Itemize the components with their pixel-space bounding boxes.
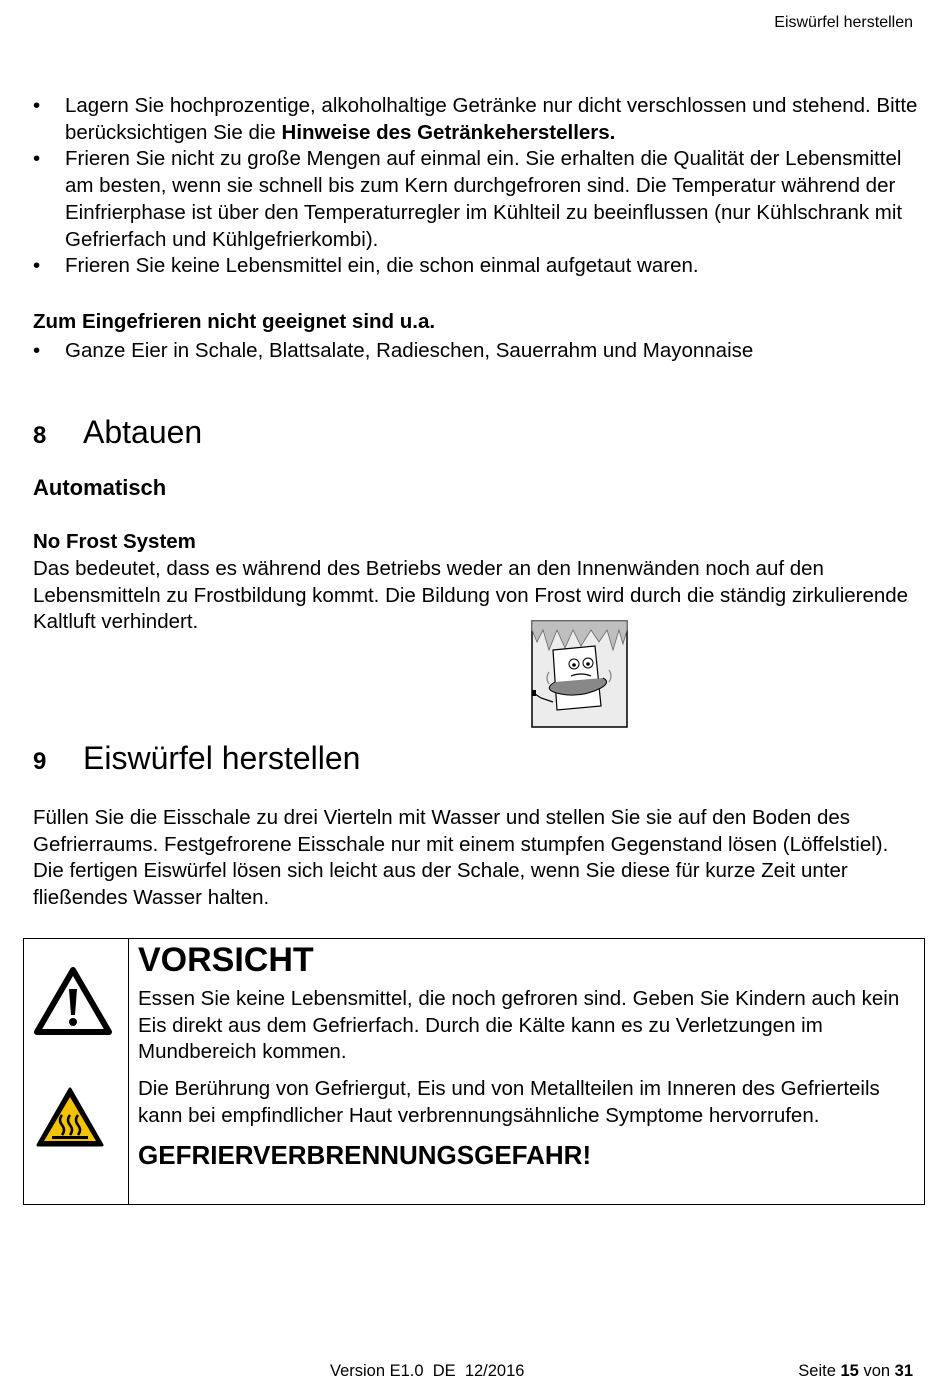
nofrost-heading: No Frost System: [33, 530, 196, 553]
page-prefix: Seite: [798, 1362, 841, 1380]
hot-surface-icon: [36, 1087, 104, 1147]
not-suitable-heading: Zum Eingefrieren nicht geeignet sind u.a.: [33, 310, 436, 333]
nofrost-paragraph: Das bedeutet, dass es während des Betriebs weder an den Innenwänden noch auf den Lebensmitteln zu Frostbildung kommt. Die Bildung von Frost wird durch die ständig zirkulierende Kaltluft verhindert.: [33, 557, 909, 634]
storage-bullet-list: [33, 93, 923, 280]
warning-box: [23, 938, 925, 1205]
section-number: 9: [33, 748, 47, 775]
section-number: 8: [33, 422, 47, 449]
danger-label: GEFRIERVERBRENNUNGSGEFAHR!: [138, 1139, 592, 1170]
bullet-text: Frieren Sie nicht zu große Mengen auf einmal ein. Sie erhalten die Qualität der Lebensmittel am besten, wenn sie schnell bis zum Kern durchgefroren sind. Die Temperatur während der Einfrierphase ist über den Temperaturregler im Kühlteil zu beeinflussen (nur Kühlschrank mit Gefrierfach und Kühlgefrierkombi).: [65, 147, 903, 251]
bullet-icon: •: [33, 254, 41, 278]
bullet-bold-text: Hinweise des Getränkeherstellers.: [281, 120, 616, 144]
bullet-text: Frieren Sie keine Lebensmittel ein, die schon einmal aufgetaut waren.: [65, 254, 699, 278]
list-item: [33, 338, 923, 365]
page-number: [798, 1362, 913, 1381]
section-title: Abtauen: [83, 414, 203, 450]
list-item: [33, 146, 923, 253]
bullet-icon: •: [33, 339, 41, 362]
page-mid: von: [858, 1362, 895, 1380]
warning-paragraph: Die Berührung von Gefriergut, Eis und von Metallteilen im Inneren des Gefrierteils kann bei empfindlicher Haut verbrennungsähnliche Symptome hervorrufen.: [138, 1077, 880, 1127]
warning-title: VORSICHT: [138, 941, 314, 979]
warning-icon-column: [24, 939, 129, 1204]
no-frost-illustration: [531, 620, 628, 728]
not-suitable-list: [33, 338, 923, 365]
page-current: 15: [840, 1362, 859, 1380]
warning-paragraph: Essen Sie keine Lebensmittel, die noch gefroren sind. Geben Sie Kindern auch kein Eis direkt aus dem Gefrierfach. Durch die Kälte kann es zu Verletzungen im Mundbereich kommen.: [138, 987, 900, 1064]
list-item: [33, 253, 923, 280]
page-total: 31: [894, 1362, 913, 1380]
warning-text-column: [138, 939, 918, 1171]
bullet-text: Ganze Eier in Schale, Blattsalate, Radieschen, Sauerrahm und Mayonnaise: [65, 339, 754, 362]
ice-cube-paragraph: Füllen Sie die Eisschale zu drei Vierteln mit Wasser und stellen Sie sie auf den Boden des Gefrierraums. Festgefrorene Eisschale nur mit einem stumpfen Gegenstand lösen (Löffelstiel). Die fertigen Eiswürfel lösen sich leicht aus der Schale, wenn Sie diese für kurze Zeit unter fließendes Wasser halten.: [33, 806, 889, 910]
bullet-icon: •: [33, 94, 41, 117]
subsection-heading: Automatisch: [33, 475, 167, 500]
bullet-text: Lagern Sie hochprozentige, alkoholhaltige Getränke nur dicht verschlossen und stehend. Bitte berücksichtigen Sie die: [65, 94, 918, 144]
list-item: [33, 93, 923, 146]
running-header: Eiswürfel herstellen: [774, 14, 913, 31]
bullet-icon: •: [33, 147, 41, 171]
warning-triangle-icon: [34, 967, 112, 1035]
section-title: Eiswürfel herstellen: [83, 740, 361, 776]
footer-version: Version E1.0 DE 12/2016: [330, 1362, 525, 1380]
